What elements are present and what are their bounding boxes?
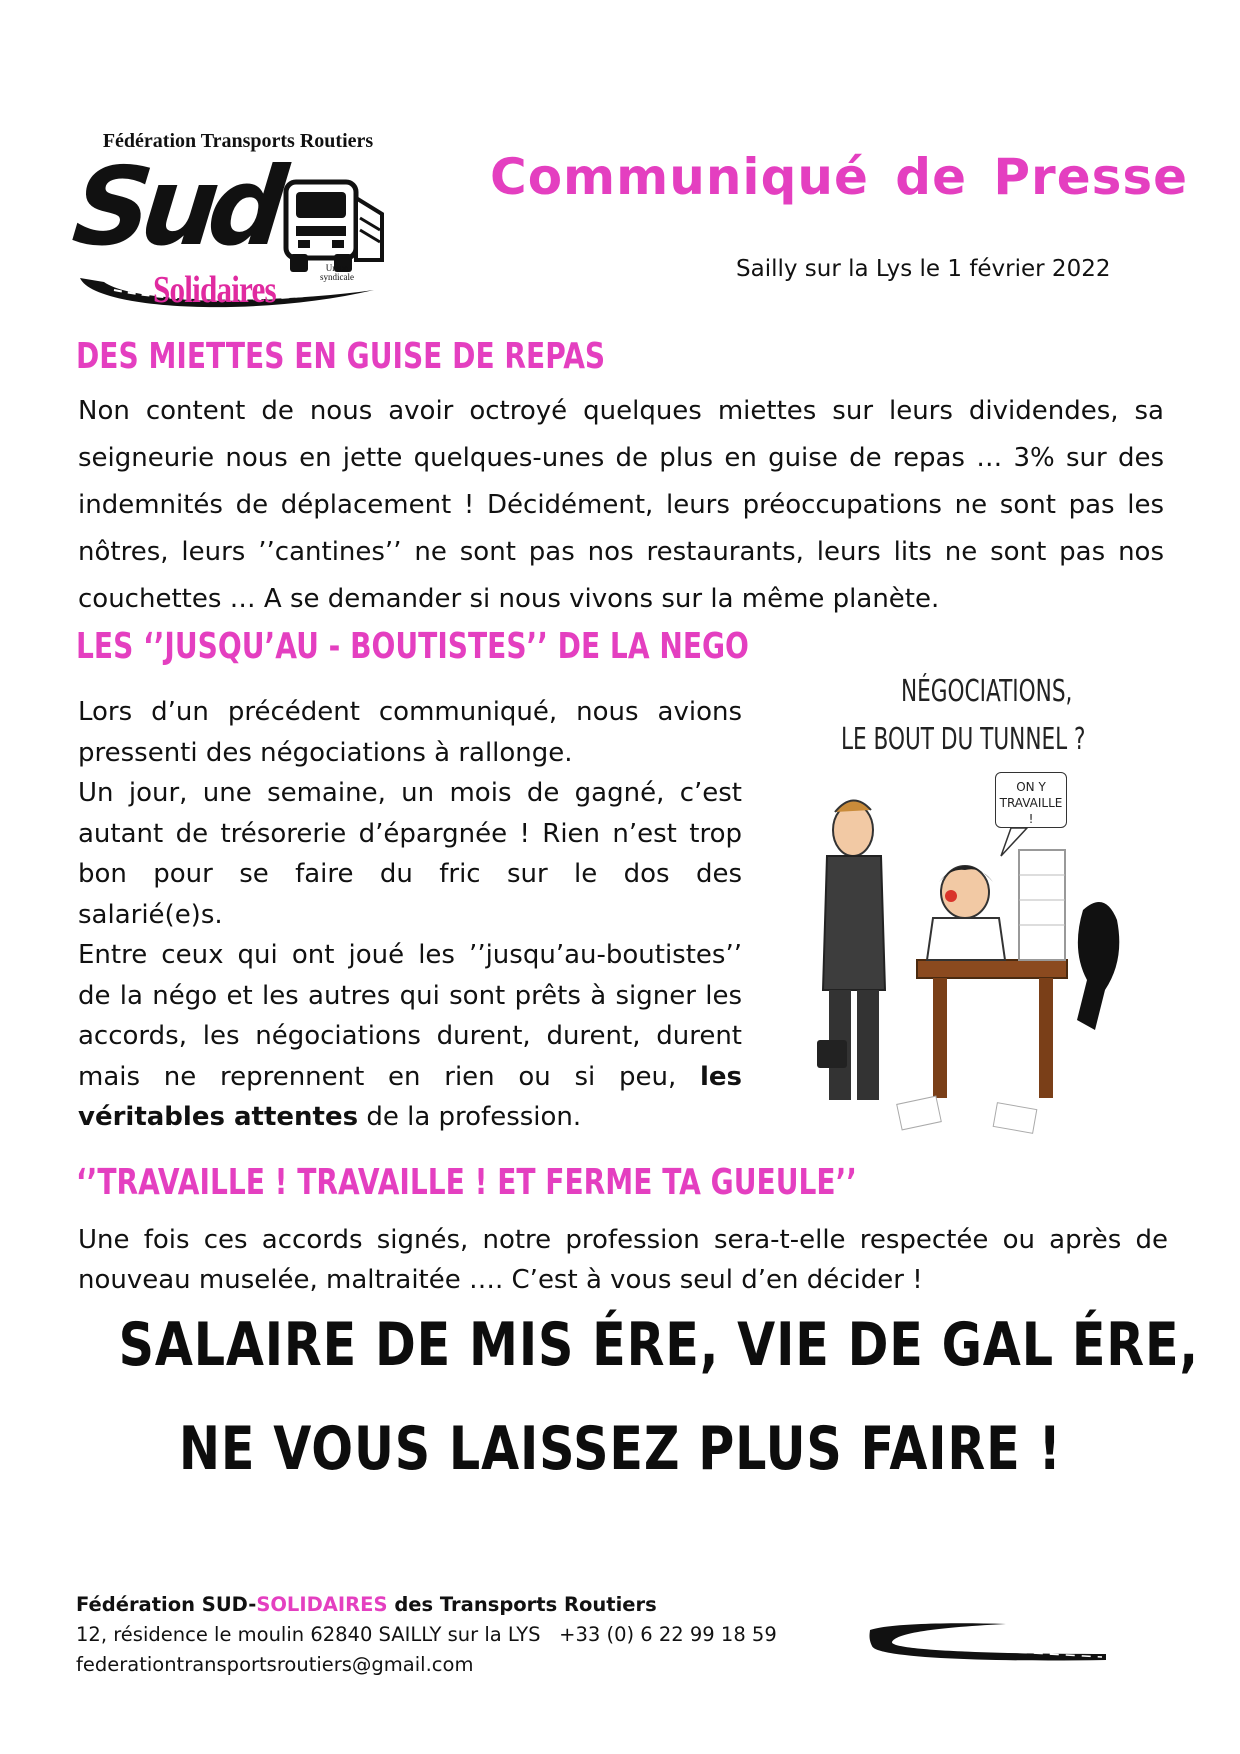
sud-solidaires-logo (68, 130, 408, 320)
section2-bold-text: véritables attentes (78, 1102, 359, 1132)
section2-line: mais ne reprennent en rien ou si peu, (78, 1061, 677, 1092)
section1-body: Non content de nous avoir octroyé quelques miettes sur leurs dividendes, sa seigneurie nous en jette quelques-unes de plus en guise de repas … 3% sur des indemnités de déplacement ! Décidément, leurs préoccupations ne sont pas les nôtres, leurs ’’cantines’’ ne sont pas nos restaurants, leurs lits ne sont pas nos couchettes … A se demander si nous vivons sur la même planète. (78, 396, 1164, 614)
section1-heading: DES MIETTES EN GUISE DE REPAS (76, 336, 606, 377)
cartoon-title-line1: NÉGOCIATIONS, (901, 674, 1073, 709)
logo-sud-text: Sud (67, 145, 283, 270)
logo-union-line2: syndicale (320, 272, 354, 282)
footer-address: 12, résidence le moulin 62840 SAILLY sur la LYS (76, 1623, 541, 1646)
footer-org-prefix: Fédération SUD- (76, 1593, 257, 1616)
section2-line: Entre ceux qui ont joué les ’’jusqu’au-boutistes’’ (78, 940, 742, 970)
logo-union-line1: Union (325, 263, 349, 273)
section2-last-line (78, 1097, 742, 1138)
section2-bold-text: les (699, 1061, 742, 1092)
footer-org-suffix: des Transports Routiers (387, 1593, 657, 1616)
cartoon-title-line2: LE BOUT DU TUNNEL ? (841, 722, 1086, 757)
section2-line: Lors d’un précédent communiqué, nous avions (78, 697, 742, 727)
section2-tail: de la profession. (358, 1102, 582, 1132)
slogan-line2 (0, 1414, 1240, 1484)
section2-line: Un jour, une semaine, un mois de gagné, c’est (78, 778, 742, 808)
slogan-line1-text: SALAIRE DE MIS ÉRE, VIE DE GAL ÉRE, (118, 1310, 1199, 1380)
slogan-line1 (0, 1310, 1240, 1380)
section3-body: Une fois ces accords signés, notre profession sera-t-elle respectée ou après de nouveau muselée, maltraitée …. C’est à vous seul d’en décider ! (78, 1225, 1168, 1295)
section2-heading: LES ‘’JUSQU’AU - BOUTISTES’’ DE LA NEGO (76, 626, 749, 667)
slogan-line2-text: NE VOUS LAISSEZ PLUS FAIRE ! (178, 1414, 1062, 1484)
section2-line: pressenti des négociations à rallonge. (78, 737, 573, 768)
cartoon-speech-bubble (995, 772, 1067, 828)
section2-line: de la négo et les autres qui sont prêts à signer les (78, 980, 742, 1011)
section2-line: salarié(e)s. (78, 899, 223, 930)
document-date: Sailly sur la Lys le 1 février 2022 (736, 256, 1111, 282)
logo-federation-text: Fédération Transports Routiers (102, 130, 374, 152)
logo-solidaires-text: Solidaires (153, 269, 276, 311)
negotiations-cartoon (805, 660, 1135, 1138)
footer-contact-line (76, 1620, 836, 1650)
footer (76, 1590, 836, 1680)
footer-email: federationtransportsroutiers@gmail.com (76, 1653, 474, 1676)
section2-body (78, 692, 742, 1138)
section2-line: bon pour se faire du fric sur le dos des (78, 859, 742, 889)
bubble-line2: TRAVAILLE ! (999, 796, 1063, 826)
page-title: Communiqué de Presse (490, 148, 1189, 206)
section2-line: autant de trésorerie d’épargnée ! Rien n’est trop (78, 818, 742, 849)
section3-heading: ‘’TRAVAILLE ! TRAVAILLE ! ET FERME TA GUEULE’’ (76, 1162, 857, 1203)
footer-org-highlight: SOLIDAIRES (256, 1593, 388, 1616)
section2-line: accords, les négociations durent, durent, durent (78, 1021, 742, 1051)
footer-organization (76, 1590, 836, 1620)
logo-union-text (320, 264, 354, 282)
footer-phone: +33 (0) 6 22 99 18 59 (559, 1623, 777, 1646)
road-swoosh-icon (866, 1620, 1110, 1662)
section2-line-with-bold (78, 1057, 742, 1098)
bubble-line1: ON Y (1016, 780, 1046, 794)
